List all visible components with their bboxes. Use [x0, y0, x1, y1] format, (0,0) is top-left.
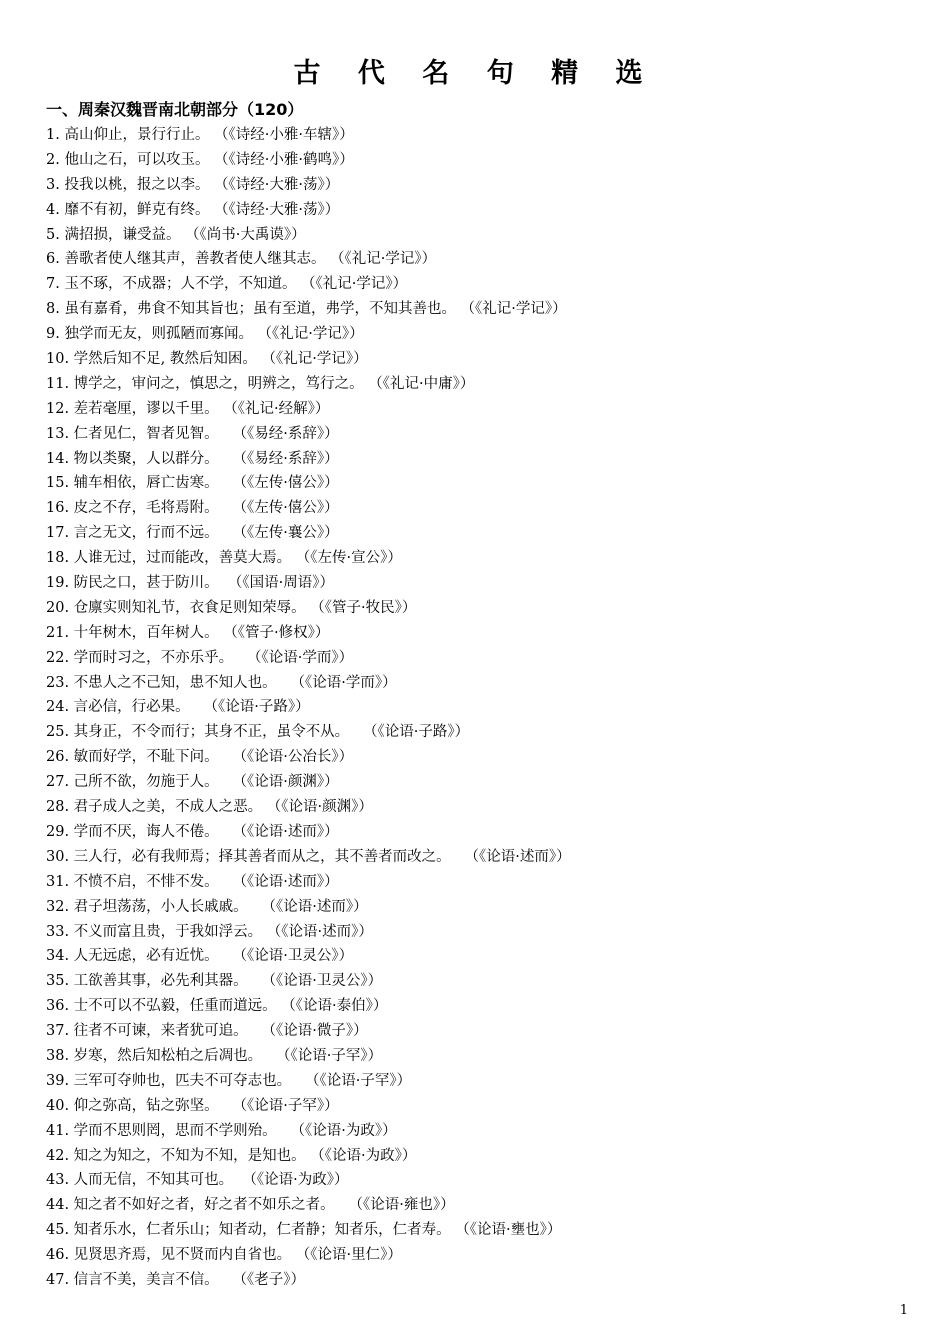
quote-item: 17. 言之无文，行而不远。 （《左传·襄公》）	[46, 525, 339, 542]
section-heading: 一、周秦汉魏晋南北朝部分（120）	[46, 100, 304, 119]
quote-item: 42. 知之为知之，不知为不知，是知也。 （《论语·为政》）	[46, 1147, 417, 1164]
quote-item: 21. 十年树木，百年树人。 （《管子·修权》）	[46, 624, 330, 641]
quote-item: 16. 皮之不存，毛将焉附。 （《左传·僖公》）	[46, 500, 339, 517]
quote-item: 1. 高山仰止，景行行止。 （《诗经·小雅·车辖》）	[46, 127, 354, 143]
quote-item: 41. 学而不思则罔，思而不学则殆。 （《论语·为政》）	[46, 1122, 397, 1139]
quote-item: 3. 投我以桃，报之以李。 （《诗经·大雅·荡》）	[46, 176, 340, 193]
quote-item: 12. 差若毫厘，谬以千里。 （《礼记·经解》）	[46, 400, 330, 417]
quote-item: 29. 学而不厌，诲人不倦。 （《论语·述而》）	[46, 823, 339, 840]
quote-item: 5. 满招损，谦受益。 （《尚书·大禹谟》）	[46, 226, 306, 243]
quote-item: 33. 不义而富且贵，于我如浮云。 （《论语·述而》）	[46, 923, 373, 940]
quote-item: 40. 仰之弥高，钻之弥坚。 （《论语·子罕》）	[46, 1097, 339, 1114]
quote-item: 39. 三军可夺帅也，匹夫不可夺志也。 （《论语·子罕》）	[46, 1072, 412, 1089]
quote-item: 11. 博学之，审问之，慎思之，明辨之，笃行之。 （《礼记·中庸》）	[46, 375, 475, 392]
quote-item: 14. 物以类聚，人以群分。 （《易经·系辞》）	[46, 450, 339, 467]
document-title: 古 代 名 句 精 选	[293, 58, 657, 89]
quote-item: 19. 防民之口，甚于防川。 （《国语·周语》）	[46, 575, 334, 592]
page-number: 1	[899, 1303, 908, 1318]
quote-item: 32. 君子坦荡荡，小人长戚戚。 （《论语·述而》）	[46, 898, 368, 915]
quote-item: 46. 见贤思齐焉，见不贤而内自省也。 （《论语·里仁》）	[46, 1247, 402, 1264]
quote-item: 25. 其身正，不令而行；其身不正，虽令不从。 （《论语·子路》）	[46, 724, 470, 741]
quote-item: 31. 不愤不启，不悱不发。 （《论语·述而》）	[46, 873, 339, 890]
quote-item: 28. 君子成人之美，不成人之恶。 （《论语·颜渊》）	[46, 799, 373, 816]
quote-item: 15. 辅车相依，唇亡齿寒。 （《左传·僖公》）	[46, 475, 339, 492]
quote-item: 34. 人无远虑，必有近忧。 （《论语·卫灵公》）	[46, 948, 354, 965]
quote-item: 18. 人谁无过，过而能改，善莫大焉。 （《左传·宣公》）	[46, 550, 402, 567]
quote-item: 47. 信言不美，美言不信。 （《老子》）	[46, 1271, 305, 1288]
quote-item: 7. 玉不琢，不成器；人不学，不知道。 （《礼记·学记》）	[46, 276, 408, 293]
quote-list	[46, 123, 571, 1293]
quote-item: 23. 不患人之不己知，患不知人也。 （《论语·学而》）	[46, 674, 397, 691]
quote-item: 43. 人而无信，不知其可也。 （《论语·为政》）	[46, 1172, 349, 1189]
quote-item: 10. 学然后知不足, 教然后知困。 （《礼记·学记》）	[46, 351, 368, 368]
quote-item: 6. 善歌者使人继其声，善教者使人继其志。 （《礼记·学记》）	[46, 251, 437, 268]
quote-item: 24. 言必信，行必果。 （《论语·子路》）	[46, 699, 310, 716]
quote-item: 36. 士不可以不弘毅，任重而道远。 （《论语·泰伯》）	[46, 998, 388, 1015]
quote-item: 2. 他山之石，可以攻玉。 （《诗经·小雅·鹤鸣》）	[46, 151, 354, 168]
quote-item: 4. 靡不有初，鲜克有终。 （《诗经·大雅·荡》）	[46, 201, 340, 218]
quote-item: 27. 己所不欲，勿施于人。 （《论语·颜渊》）	[46, 774, 339, 791]
quote-item: 20. 仓廪实则知礼节，衣食足则知荣辱。 （《管子·牧民》）	[46, 599, 417, 616]
quote-item: 45. 知者乐水，仁者乐山；知者动，仁者静；知者乐，仁者寿。 （《论语·壅也》）	[46, 1222, 562, 1239]
quote-item: 30. 三人行，必有我师焉；择其善者而从之，其不善者而改之。 （《论语·述而》）	[46, 848, 571, 865]
quote-item: 37. 往者不可谏，来者犹可追。 （《论语·微子》）	[46, 1023, 368, 1040]
quote-item: 13. 仁者见仁，智者见智。 （《易经·系辞》）	[46, 425, 339, 442]
quote-item: 35. 工欲善其事，必先利其器。 （《论语·卫灵公》）	[46, 973, 383, 990]
quote-item: 38. 岁寒，然后知松柏之后凋也。 （《论语·子罕》）	[46, 1047, 383, 1064]
quote-item: 44. 知之者不如好之者，好之者不如乐之者。 （《论语·雍也》）	[46, 1197, 455, 1214]
quote-item: 9. 独学而无友，则孤陋而寡闻。 （《礼记·学记》）	[46, 326, 364, 343]
quote-item: 26. 敏而好学，不耻下问。 （《论语·公冶长》）	[46, 749, 354, 766]
quote-item: 22. 学而时习之，不亦乐乎。 （《论语·学而》）	[46, 649, 354, 666]
quote-item: 8. 虽有嘉肴，弗食不知其旨也；虽有至道，弗学，不知其善也。 （《礼记·学记》）	[46, 301, 567, 318]
